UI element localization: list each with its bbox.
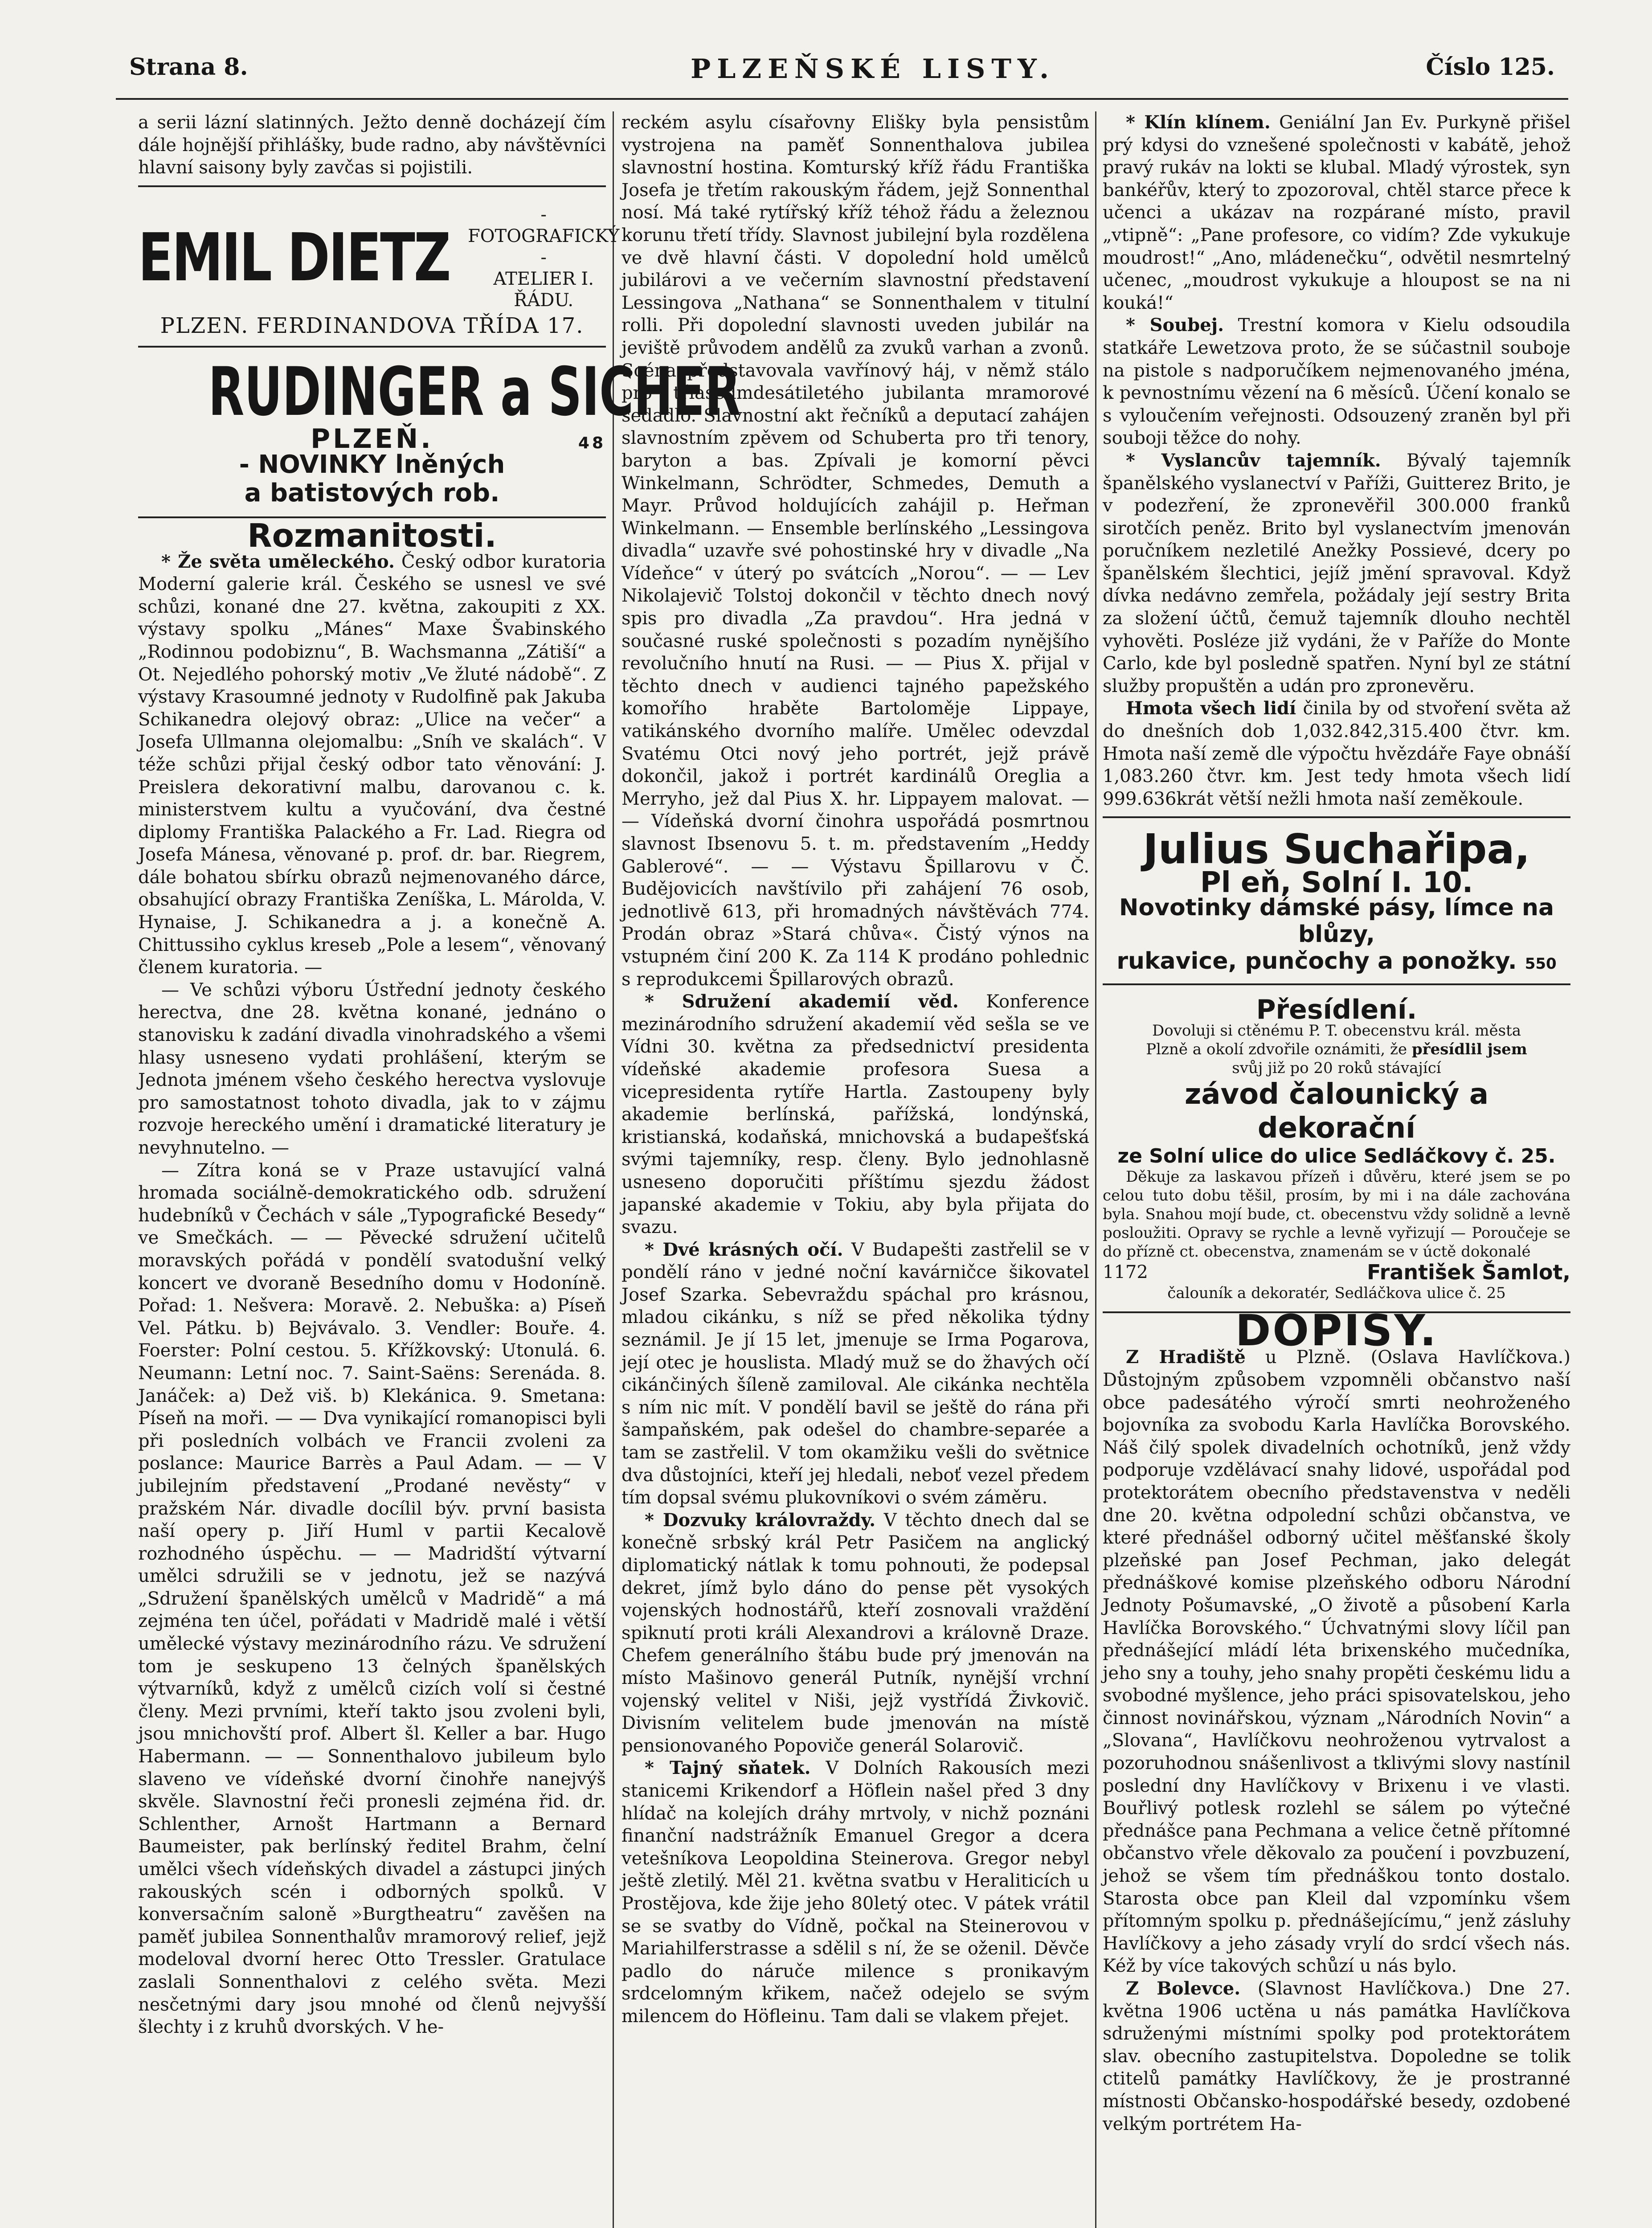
article-paragraph bbox=[622, 1239, 1089, 1509]
ad-dietz-line1: - FOTOGRAFICKÝ - bbox=[468, 204, 620, 268]
masthead-rule bbox=[116, 98, 1568, 100]
ad-rs-line2: a batistových rob. bbox=[244, 478, 500, 508]
ad-js-line1: Novotinky dámské pásy, límce na blůzy, bbox=[1119, 894, 1554, 948]
ad-emil-dietz bbox=[138, 193, 620, 340]
article-body: Český odbor kuratoria Moderní galerie král. Českého se usnesl ve své schůzi, konané dne 27. května, zakoupiti z XX. výstavy spolku „Mánes“ Maxe Švabinského „Rodinnou podobiznu“, B. Wachsmanna „Zátiší“ a Ot. Nejedlého pohorský motiv „Ve žluté nádobě“. Z výstavy Krasoumné jednoty v Rudolfině pak Jakuba Schikanedra olejový obraz: „Ulice na večer“ a Josefa Ullmanna olejomalbu: „Sníh ve skalách“. V téže schůzi přijal český odbor tato věnování: J. Preislera dekorativní malbu, darovanou c. k. ministerstvem kultu a vyučování, dva čestné diplomy Františka Palackého a Fr. Lad. Riegra od Josefa Mánesa, věnované p. prof. dr. bar. Riegrem, dále bohatou sbírku obrazů nejmenovaného dárce, obsahující obrazy Františka Zeníška, L. Márolda, V. Hynaise, J. Schikanedra a j. a konečně A. Chittussiho cyklus kreseb „Pole a lesem“, věnovaný členem kuratoria. — bbox=[138, 551, 606, 978]
article-paragraph: reckém asylu císařovny Elišky byla pensistům vystrojena na paměť Sonnenthalova jubilea slavnostní hostina. Komturský kříž řádu Františka Josefa je třetím rakouským řádem, jejž Sonnenthal nosí. Má také rytířský kříž téhož řádu a železnou korunu třetí třídy. Slavnost jubilejní byla rozdělena ve dvě hlavní části. V dopolední hold umělců jubilárovi a ve večerním slavnostní představení Lessingova „Nathana“ se Sonnenthalem v titulní rolli. Při dopolední slavnosti uveden jubilár na jeviště průvodem andělů za zvuků varhan a zvonů. Scéna představovala vavřínový háj, v němž stálo pro třiasedmdesátiletého jubilanta mramorové sedadlo. Slavnostní akt řečníků a deputací zahájen slavnostním zpěvem od Schuberta pro tři tenory, baryton a bas. Zpívali je komorní pěvci Winkelmann, Schrödter, Schmedes, Demuth a Mayr. Průvod holdujících zahájil p. Heřman Winkelmann. — Ensemble berlínského „Lessingova divadla“ uzavře své pohostinské hry v divadle „Na Vídeňce“ v úterý po svátcích „Norou“. — — Lev Nikolajevič Tolstoj dokončil v těchto dnech nový spis pro divadla „Za pravdou“. Hra jedná v současné ruské společnosti s pozadím nynějšího revolučního hnutí na Rusi. — — Pius X. přijal v těchto dnech v audienci tajného papežského komořího hraběte Bartoloměje Lippaye, vatikánského dvorního malíře. Umělec odevzdal Svatému Otci nový jeho portrét, jejž právě dokončil, jakož i portrét kardinálů Oreglia a Merryho, jež dal Pius X. hr. Lippayem malovat. — — Vídeňská dvorní činohra uspořádá posmrtnou slavnost Ibsenovu 5. t. m. představením „Heddy Gablerové“. — — Výstavu Špillarovu v Č. Budějovicích navštívilo při zahájení 76 osob, jednotlivě 613, při hromadných návštěvách 774. Prodán obraz »Stará chůva«. Čistý výnos na vstupném činí 200 K. Za 114 K prodáno pohlednic s reprodukcemi Špillarových obrazů. bbox=[622, 112, 1089, 990]
article-body: Geniální Jan Ev. Purkyně přišel prý kdysi do vznešené společnosti v kabátě, jehož pravý rukáv na lokti se klubal. Mladý výrostek, syn bankéřův, který to zpozoroval, chtěl starce přece k učenci a ukázav na rozpárané místo, pravil „vtipně“: „Pane profesore, co vidím? Zde vykukuje moudrost!“ „Ano, mládenečku“, odvětil nesmrtelný učenec, „moudrost vykukuje a hloupost se na ni kouká!“ bbox=[1103, 112, 1570, 313]
article-paragraph bbox=[138, 551, 606, 979]
article-heading: Z Bolevce. bbox=[1126, 1978, 1241, 1999]
ad-pr-number: 1172 bbox=[1103, 1262, 1148, 1283]
article-continuation: a serii lázní slatinných. Ježto denně docházejí čím dále hojnější přihlášky, bude radno, aby návštěvníci hlavní saisony byly zavčas si pojistili. bbox=[138, 112, 606, 178]
column-3 bbox=[1103, 111, 1570, 2228]
article-paragraph bbox=[622, 991, 1089, 1239]
ad-dietz-address: PLZEN. FERDINANDOVA TŘÍDA 17. bbox=[160, 313, 584, 338]
ad-pr-intro-bold: přesídlil jsem bbox=[1411, 1040, 1527, 1058]
newspaper-title: PLZEŇSKÉ LISTY. bbox=[691, 53, 1055, 85]
ad-dietz-name: EMIL DIETZ bbox=[138, 219, 450, 296]
article-heading: * Soubej. bbox=[1126, 315, 1224, 336]
ad-presidleni bbox=[1103, 991, 1570, 1305]
article-heading: * Tajný sňatek. bbox=[645, 1757, 811, 1779]
article-heading: * Klín klínem. bbox=[1126, 112, 1271, 133]
article-paragraph: — Ve schůzi výboru Ústřední jednoty českého herectva, dne 28. května konané, jednáno o stanovisku k zadání divadla vinohradského a všemi hlasy usneseno vydati prohlášení, kterým se Jednota jménem všeho českého herectva vyslovuje pro samostatnost tohoto divadla, jak to v zájmu rozvoje hereckého umění i dramatické literatury je nevyhnutelno. — bbox=[138, 979, 606, 1158]
divider bbox=[138, 346, 606, 348]
article-body: Konference mezinárodního sdružení akademií věd sešla se ve Vídni 30. května za předsednictví presidenta vídeňské akademie profesora Suesa a vicepresidenta rytíře Hartla. Zastoupeny byly akademie berlínská, pařížská, londýnská, kristianská, kodaňská, mnichovská a budapešťská svými tajemníky, resp. členy. Bylo jednohlasně usneseno doporučiti příštímu sjezdu žádost japanské akademie v Tokiu, aby byla přijata do svazu. bbox=[622, 991, 1090, 1238]
article-paragraph bbox=[1103, 450, 1570, 698]
ad-rs-city: PLZEŇ. bbox=[311, 423, 433, 455]
ad-pr-signature: František Šamlot, bbox=[1367, 1260, 1570, 1285]
ad-pr-intro2: Plzně a okolí zdvořile oznámiti, že bbox=[1146, 1040, 1407, 1058]
article-body: V Dolních Rakousích mezi stanicemi Krikendorf a Höflein našel před 3 dny hlídač na kolejích dráhy mrtvoly, v nichž poznáni finanční nadstrážník Emanuel Gregor a dcera vetešníkova Leopoldina Steinerova. Gregor nebyl ještě zletilý. Měl 21. května svatbu v Heraliticích u Prostějova, kde žije jeho 80letý otec. V pátek vrátil se se svatby do Vídně, počkal na Steinerovou v Mariahilferstrasse a sdělil s ní, že se oženil. Děvče padlo do náruče milence s pronikavým srdcelomným křikem, načež odejelo se svým milencem do Höfleinu. Tam dali se vlakem přejet. bbox=[622, 1758, 1089, 2027]
article-heading: * Vyslancův tajemník. bbox=[1126, 450, 1381, 471]
article-paragraph bbox=[1103, 111, 1570, 314]
divider bbox=[138, 185, 606, 187]
article-heading: Z Hradiště bbox=[1126, 1347, 1246, 1368]
article-body: činila by od stvoření světa až do dnešních dob 1,032.842,315.400 čtvr. km. Hmota naší země dle výpočtu hvězdáře Faye obnáší 1,083.260 čtvr. km. Jest tedy hmota všech lidí 999.636krát větší nežli hmota naší zeměkoule. bbox=[1103, 698, 1571, 809]
divider bbox=[1103, 816, 1570, 818]
article-body: Trestní komora v Kielu odsoudila statkáře Lewetzova proto, že se súčastnil souboje na pistole s nadporučíkem nejmenovaného jména, k pevnostnímu vězení na 6 měsíců. Účení konalo se s vyloučením veřejnosti. Odsouzený zraněn byl při souboji těžce do nohy. bbox=[1103, 315, 1571, 449]
ad-julius-sucharipa bbox=[1103, 824, 1570, 977]
article-paragraph bbox=[622, 1757, 1089, 2027]
ad-pr-heading: Přesídlení. bbox=[1256, 994, 1417, 1025]
ad-pr-body: Děkuje za laskavou přízeň i důvěru, které jsem se po celou tuto dobu těšil, prosím, by mi i na dále zachována byla. Snahou mojí bude, ct. obecenstvu vždy solidně a levně posloužiti. Opravy se rychle a levně vyřizují — Poroučeje se do přízně ct. obecenstva, znamenám se v úctě dokonalé bbox=[1103, 1168, 1570, 1261]
article-paragraph bbox=[1103, 314, 1570, 450]
article-paragraph bbox=[1103, 697, 1570, 810]
article-body: V Budapešti zastřelil se v pondělí ráno v jedné noční kavárničce šikovatel Josef Szarka. Sebevraždu spáchal pro krásnou, mladou cikánku, s níž se před několika týdny seznámil. Je jí 15 let, jmenuje se Irma Pogarova, její otec je houslista. Mladý muž se do žhavých očí cikánčiných šíleně zamiloval. Ale cikánka nechtěla s ním nic mít. V pondělí bavil se ještě do rána při šampaňském, pak odešel do chambre-separée a tam se zastřelil. V tom okamžiku vešli do světnice dva důstojníci, kteří jej hledali, neboť vezel předem tím dopsal svému plukovníkovi o svém záměru. bbox=[622, 1239, 1089, 1508]
ad-rs-name: RUDINGER a SICHER bbox=[208, 353, 741, 431]
article-heading: * Dvé krásných očí. bbox=[645, 1239, 843, 1260]
article-paragraph: — Zítra koná se v Praze ustavující valná hromada sociálně-demokratického odb. sdružení hudebníků v Čechách v sále „Typografické Besedy“ ve Smečkách. — — Pěvecké sdružení učitelů moravských pořádá v pondělí svatodušní velký koncert ve dvoraně Besedního domu v Hodoníně. Pořad: 1. Nešvera: Moravě. 2. Nebuška: a) Píseň Vel. Pátku. b) Bejvávalo. 3. Vendler: Bouře. 4. Foerster: Polní cestou. 5. Křížkovský: Utonulá. 6. Neumann: Letní noc. 7. Saint-Saëns: Serenáda. 8. Janáček: a) Dež viš. b) Klekánica. 9. Smetana: Píseň na moři. — — Dva vynikající romanopisci byli při posledních volbách ve Francii zvoleni za poslance: Maurice Barrès a Paul Adam. — — V jubilejním představení „Prodané nevěsty“ v pražském Nár. divadle docílil býv. první basista naší opery p. Jiří Huml v partii Kecalově rozhodného úspěchu. — — Madridští výtvarní umělci sdružili se v jednotu, jež se nazývá „Sdružení španělských umělců v Madridě“ a má zejména ten účel, pořádati v Madridě malé i větší umělecké výstavy mezinárodního rázu. Ve sdružení tom je seskupeno 13 čelných španělských výtvarníků, když z umělců cizích volí si čestné členy. Mezi prvními, kteří takto jsou zvoleni byli, jsou mnichovští prof. Albert šl. Keller a bar. Hugo Habermann. — — Sonnenthalovo jubileum bylo slaveno ve vídeňské dvorní činohře nanejvýš skvěle. Slavnostní řeči pronesli zejména řid. dr. Schlenther, Arnošt Hartmann a Bernard Baumeister, pak berlínský ředitel Brahm, čelní umělci všech vídeňských divadel a zástupci jiných rakouských scén i odborných spolků. V konversačním saloně »Burgtheatru“ zavěšen na paměť jubilea Sonnenthalův mramorový relief, jejž modeloval dvorní herec Otto Tressler. Gratulace zaslali Sonnenthalovi z celého světa. Mezi nesčetnými dary jsou mnohé od členů nejvyšší šlechty i z kruhů dvorských. V he- bbox=[138, 1160, 606, 2038]
section-title: Rozmanitosti. bbox=[247, 516, 497, 554]
ad-pr-business: závod čalounický a dekorační bbox=[1185, 1077, 1488, 1145]
section-title: DOPISY. bbox=[1235, 1305, 1438, 1356]
masthead bbox=[129, 53, 1555, 102]
article-paragraph bbox=[622, 1509, 1089, 1757]
ad-pr-address: ze Solní ulice do ulice Sedláčkovy č. 25. bbox=[1117, 1144, 1556, 1167]
ad-rs-line1: - NOVINKY lněných bbox=[239, 450, 505, 479]
article-body: V těchto dnech dal se konečně srbský král Petr Pasičem na anglický diplomatický nátlak k tomu pohnouti, že podepsal dekret, jímž bylo dáno do pense pět vysokých vojenských hodnostářů, kteří zosnovali vraždění spiknutí proti králi Alexandrovi a královně Draze. Chefem generálního štábu bude prý jmenován na místo Mašinovo generál Putník, nynější vrchní vojenský velitel v Niši, jejž vystřídá Živkovič. Divisním velitelem bude jmenován na místě pensionovaného Popoviče generál Solarovič. bbox=[622, 1510, 1090, 1756]
article-body: (Slavnost Havlíčkova.) Dne 27. května 1906 uctěna u nás památka Havlíčkova sdruženými místními spolky pod protektorátem slav. obecního zastupitelstva. Dopoledne se tolik ctitelů památky Havlíčkovy, že je prostranné místnosti Občansko-hospodářské besedy, ozdobené velkým portrétem Ha- bbox=[1103, 1978, 1570, 2134]
ad-js-name: Julius Suchařipa, bbox=[1143, 825, 1530, 873]
article-paragraph bbox=[1103, 1978, 1570, 2135]
ad-pr-intro1: Dovoluji si ctěnému P. T. obecenstvu král. města bbox=[1152, 1021, 1521, 1040]
ad-pr-intro3: svůj již po 20 roků stávající bbox=[1232, 1059, 1441, 1077]
ad-js-number: 550 bbox=[1525, 955, 1557, 973]
article-heading: Hmota všech lidí bbox=[1126, 698, 1296, 719]
ad-rs-number: 48 bbox=[578, 434, 606, 453]
ad-js-line2: rukavice, punčochy a ponožky. bbox=[1116, 948, 1517, 975]
ad-rudinger-sicher bbox=[138, 353, 741, 510]
ad-pr-role: čalouník a dekoratér, Sedláčkova ulice č. 25 bbox=[1167, 1284, 1506, 1302]
column-2 bbox=[622, 111, 1089, 2228]
divider bbox=[1103, 983, 1570, 985]
article-heading: * Dozvuky královraždy. bbox=[645, 1509, 876, 1531]
issue-number: Číslo 125. bbox=[1426, 53, 1555, 81]
article-heading: * Že světa uměleckého. bbox=[161, 551, 395, 572]
ad-dietz-line2: ATELIER I. ŘÁDU. bbox=[493, 268, 594, 311]
article-body: u Plzně. (Oslava Havlíčkova.) Důstojným způsobem vzpomněli občanstvo naší obce padesátého výročí smrti neohroženého bojovníka za svobodu Karla Havlíčka Borovského. Náš čilý spolek divadelních ochotníků, jenž vždy podporuje vzdělávací snahy lidové, uspořádal pod protektorátem obecního představenstva v neděli dne 20. května odpolední schůzi občanstva, ve které přednášel odborný učitel měšťanské školy plzeňské pan Josef Pechman, jako delegát přednáškové komise plzeňského odboru Národní Jednoty Pošumavské, „O životě a působení Karla Havlíčka Borovského.“ Úchvatnými slovy líčil pan přednášející mládí léta brixenského mučedníka, jeho sny a touhy, jeho snahy propěti českému lidu a svobodné myšlence, jeho práci spisovatelskou, jeho činnost novinářskou, význam „Národních Novin“ a „Slovana“, Havlíčkovu neohroženou vytrvalost a pozoruhodnou snášenlivost a tklivými slovy nastínil poslední dny Havlíčkovy v Brixenu i ve vlasti. Bouřlivý potlesk rozlehl se sálem po výtečné přednášce pana Pechmana a velice četně přítomné občanstvo vřele děkovalo za poučení i povzbuzení, jehož se všem tím přednáškou tonto dostalo. Starosta obce pan Kleil dal vzpomínku všem přítomným spolku p. přednášejícímu,“ jenž zásluhy Havlíčkovy a jeho zásady vrylí do srdcí všech nás. Kéž by více takových schůzí u nás bylo. bbox=[1103, 1347, 1570, 1977]
article-heading: * Sdružení akademií věd. bbox=[645, 991, 959, 1012]
article-body: Bývalý tajemník španělského vyslanectví v Paříži, Guitterez Brito, je v podezření, že zpronevěřil 300.000 franků sirotčích peněz. Brito byl vyslanectvím jmenován poručníkem nezletilé Anežky Possievé, dcery po španělském šlechtici, jejíž jmění spravoval. Když dívka nedávno zemřela, požádaly její sestry Brita za složení účtů, čemuž tajemník dlouho nechtěl vyhověti. Posléze již vydáni, že v Paříže do Monte Carlo, kde byl posledně spatřen. Nyní byl ze státní služby propuštěn a udán pro zpronevěru. bbox=[1103, 450, 1570, 696]
column-rule bbox=[1095, 111, 1096, 2228]
ad-js-address: Pl eň, Solní I. 10. bbox=[1200, 866, 1473, 900]
article-paragraph bbox=[1103, 1346, 1570, 1978]
page-number: Strana 8. bbox=[129, 53, 248, 81]
